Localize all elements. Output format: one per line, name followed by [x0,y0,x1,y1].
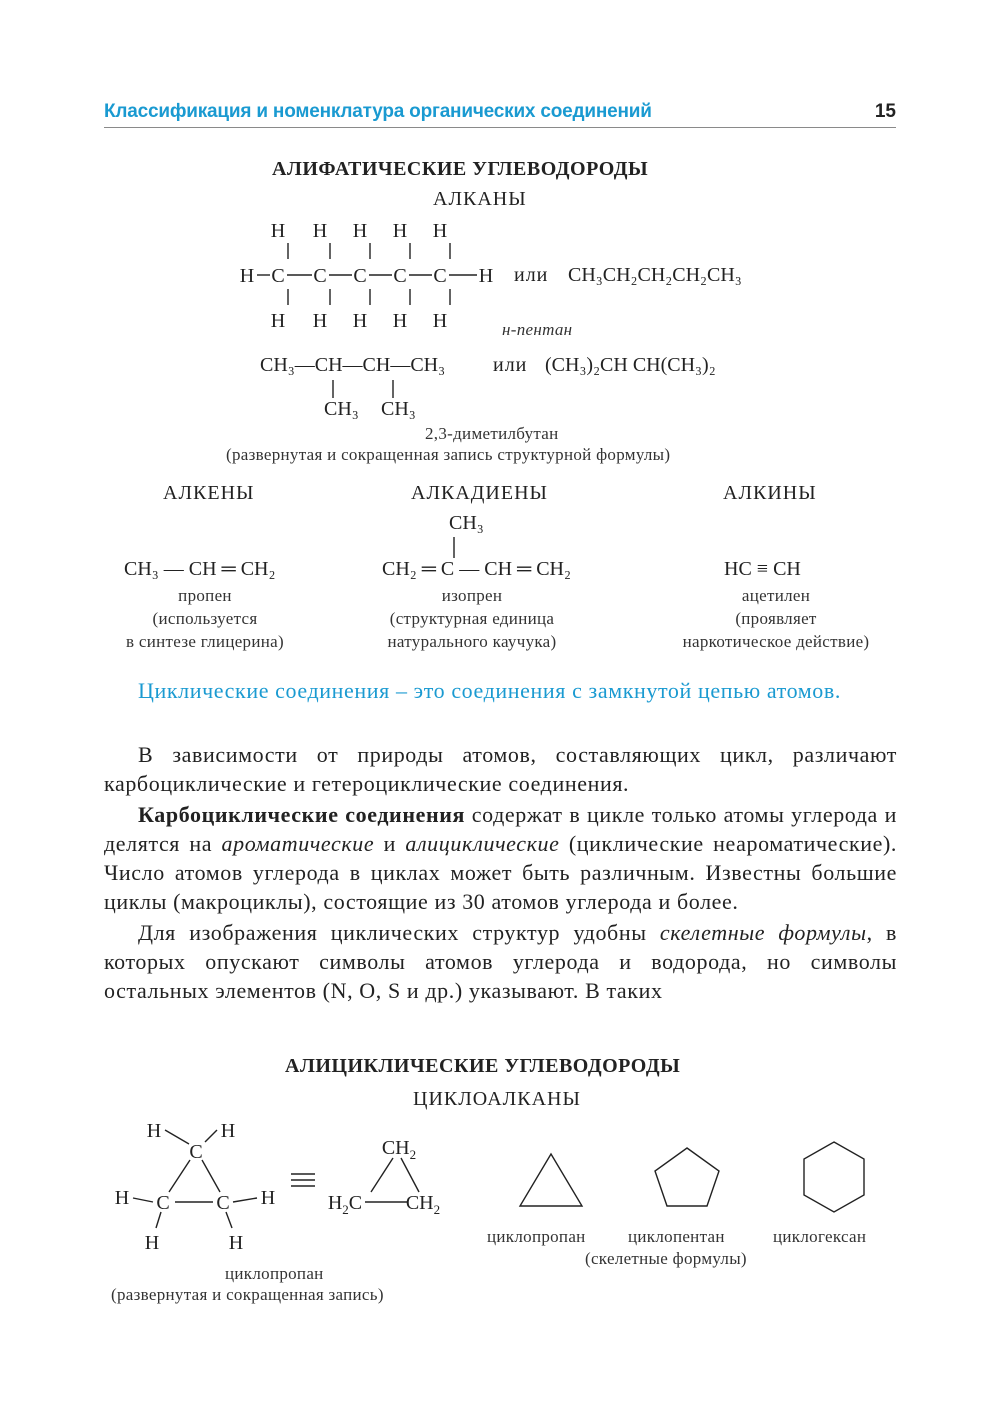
dimethylbutane-branch-bonds [320,378,420,400]
paragraph-2-text-a: содержат в цикле только атомы углерода и делятся на [104,802,898,856]
acetylene-note-line-1: (проявляет [735,609,817,628]
atom-c: C [271,265,285,287]
atom-h: H [352,220,368,242]
atom-c: C [313,265,327,287]
isoprene-branch-bond [448,536,460,560]
atom-c: C [189,1141,203,1163]
term-skeletal-formulas: скелетные формулы [659,920,867,945]
dimethylbutane-name: 2,3-диметилбутан [425,424,559,443]
paragraph-1: В зависимости от природы атомов, составляющих цикл, различают карбоциклические и гетероциклические соединения. [104,742,897,796]
propene-formula: CH₃ — CH ═ CH₂ [124,558,276,580]
skeletal-cyclohexane-label: циклогексан [773,1227,867,1246]
cyclohexane-skeletal-shape [804,1142,864,1212]
cyclopropane-skeletal-shape [520,1154,582,1206]
pentane-structural-formula [230,215,510,335]
cyclopropane-expanded-name: циклопропан [225,1264,324,1283]
alkynes-label: АЛКИНЫ [723,482,817,504]
dimethylbutane-caption: (развернутая и сокращенная запись структурной формулы) [226,445,671,464]
dimethylbutane-chain: CH₃—CH—CH—CH₃ [260,354,446,376]
alkanes-label: АЛКАНЫ [433,188,527,210]
term-alicyclic: алициклические [405,831,560,856]
atom-ch2: $CH_2$ [405,1192,441,1217]
atom-h: H [312,310,328,332]
alkenes-label: АЛКЕНЫ [163,482,255,504]
dimethylbutane-branch-2: CH₃ [381,398,416,420]
propene-note-line-2: в синтезе глицерина) [126,632,284,651]
paragraph-3 [104,918,897,1005]
term-carbocyclic: Карбоциклические соединения [138,802,466,827]
pentane-atoms [240,220,493,332]
cycloalkanes-label: ЦИКЛОАЛКАНЫ [413,1088,581,1110]
atom-h: H [239,265,255,287]
paragraph-3-text-b: , в которых опускают символы атомов углерода и водорода, но символы остальных элементов (N, O, S и др.) указывают. В таких [104,920,897,1003]
alicyclic-heading: АЛИЦИКЛИЧЕСКИЕ УГЛЕВОДОРОДЫ [285,1055,681,1077]
atom-h2c: $H_2C$ [327,1192,363,1217]
aliphatic-heading: АЛИФАТИЧЕСКИЕ УГЛЕВОДОРОДЫ [272,158,649,180]
dimethylbutane-or: или [493,354,528,376]
alkadienes-label: АЛКАДИЕНЫ [411,482,548,504]
pentane-or: или [514,264,549,286]
atom-h: H [228,1232,244,1254]
paragraph-2-text-b: и [374,831,406,856]
atom-h: H [270,220,286,242]
isoprene-note-line-1: (структурная единица [389,609,555,628]
atom-h: H [432,310,448,332]
term-aromatic: ароматические [221,831,375,856]
page-number: 15 [874,101,896,122]
isoprene-branch: CH₃ [449,512,484,534]
pentane-name: н-пентан [502,320,573,339]
atom-h: H [146,1120,162,1142]
paragraph-2 [104,800,897,916]
propene-note-line-1: (используется [152,609,258,628]
atom-ch2: $CH_2$ [381,1137,417,1162]
body-text [104,740,897,1007]
paragraph-3-text-a: Для изображения циклических структур удобны [138,920,660,945]
cyclopropane-structural-formula [105,1112,465,1262]
atom-h: H [144,1232,160,1254]
pentane-condensed-formula: CH₃CH₂CH₂CH₂CH₃ [568,264,742,286]
atom-h: H [352,310,368,332]
atom-h: H [432,220,448,242]
isoprene-note-line-2: натурального каучука) [387,632,557,651]
atom-c: C [156,1192,170,1214]
isoprene-name: изопрен [441,586,503,605]
cyclopropane-expanded-caption: (развернутая и сокращенная запись) [111,1285,384,1304]
paragraph-2-text-c: (циклические неароматические). Число атомов углерода в циклах может быть различным. Известны большие циклы (макроциклы), состоящие из 30 атомов углерода и более. [104,831,898,914]
atom-c: C [393,265,407,287]
skeletal-formulas [510,1140,880,1220]
atom-h: H [392,220,408,242]
skeletal-cyclopropane-label: циклопропан [487,1227,586,1246]
skeletal-formulas-caption: (скелетные формулы) [585,1249,747,1268]
cyclic-definition [104,676,897,707]
atom-h: H [114,1187,130,1209]
skeletal-cyclopentane-label: циклопентан [628,1227,725,1246]
atom-h: H [220,1120,236,1142]
isoprene-formula: CH₂ ═ C — CH ═ CH₂ [382,558,571,580]
propene-name: пропен [178,586,232,605]
header-rule [104,127,896,128]
atom-h: H [270,310,286,332]
acetylene-formula: HC ≡ CH [724,558,801,580]
atom-h: H [478,265,494,287]
running-header-title: Классификация и номенклатура органических соединений [104,101,652,122]
dimethylbutane-branch-1: CH₃ [324,398,359,420]
atom-h: H [260,1187,276,1209]
atom-h: H [392,310,408,332]
cyclic-definition-text: Циклические соединения – это соединения с замкнутой цепью атомов. [138,678,841,703]
acetylene-note-line-2: наркотическое действие) [682,632,870,651]
atom-h: H [312,220,328,242]
atom-c: C [353,265,367,287]
acetylene-name: ацетилен [741,586,811,605]
cyclopentane-skeletal-shape [655,1148,719,1206]
atom-c: C [433,265,447,287]
atom-c: C [216,1192,230,1214]
dimethylbutane-condensed-formula: (CH₃)₂CH CH(CH₃)₂ [545,354,716,376]
